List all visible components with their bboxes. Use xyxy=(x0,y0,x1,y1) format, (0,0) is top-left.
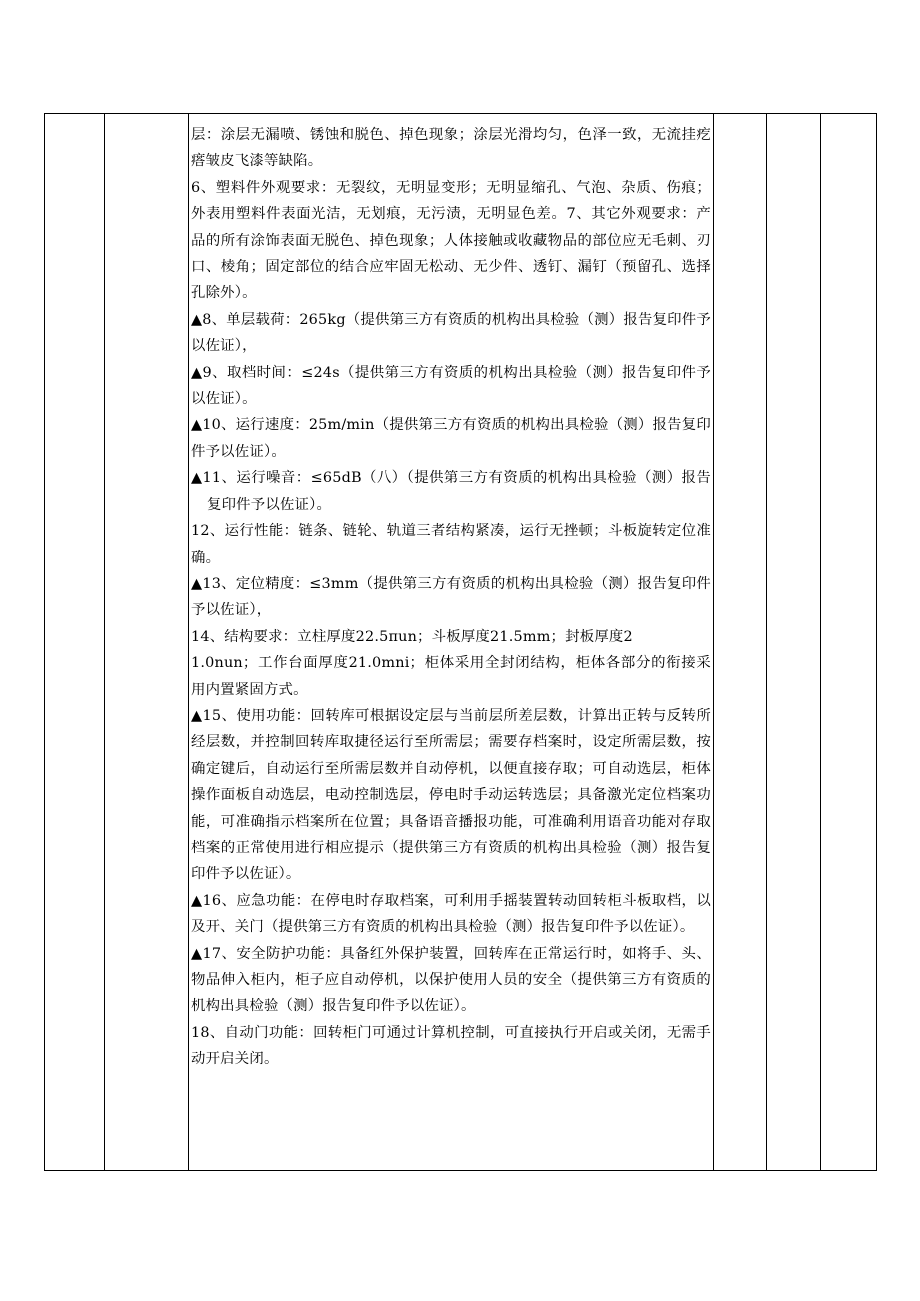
column-divider-1 xyxy=(104,114,105,1170)
column-divider-5 xyxy=(820,114,821,1170)
column-divider-4 xyxy=(766,114,767,1170)
spec-paragraph-retrieval-time: ▲9、取档时间：≤24s（提供第三方有资质的机构出具检验（测）报告复印件予以佐证）。 xyxy=(191,364,711,408)
spec-content-cell xyxy=(191,122,711,1073)
spec-paragraph-auto-door: 18、自动门功能：回转柜门可通过计算机控制，可直接执行开启或关闭，无需手动开启关闭。 xyxy=(191,1024,711,1068)
spec-paragraph-coating: 层：涂层无漏喷、锈蚀和脱色、掉色现象；涂层光滑均匀，色泽一致，无流挂疙瘩皱皮飞漆等缺陷。 xyxy=(191,127,711,170)
spec-paragraph-function: ▲15、使用功能：回转库可根据设定层与当前层所差层数，计算出正转与反转所经层数，并控制回转库取捷径运行至所需层；需要存档案时，设定所需层数，按确定键后，自动运行至所需层数并自动停机，以便直接存取；可自动选层，柜体操作面板自动选层，电动控制选层，停电时手动运转选层；具备激光定位档案功能，可准确指示档案所在位置；具备语音播报功能，可准确利用语音功能对存取档案的正常使用进行相应提示（提供第三方有资质的机构出具检验（测）报告复印件予以佐证）。 xyxy=(191,707,711,883)
column-divider-2 xyxy=(188,114,189,1170)
spec-paragraph-performance: 12、运行性能：链条、链轮、轨道三者结构紧凑，运行无挫顿；斗板旋转定位准确。 xyxy=(191,523,711,566)
spec-paragraph-noise: ▲11、运行噪音：≤65dB（八）（提供第三方有资质的机构出具检验（测）报告复印件予以佐证）。 xyxy=(191,470,711,513)
spec-paragraph-precision: ▲13、定位精度：≤3mm（提供第三方有资质的机构出具检验（测）报告复印件予以佐证）， xyxy=(191,575,711,619)
spec-paragraph-plastic-appearance: 6、塑料件外观要求：无裂纹，无明显变形；无明显缩孔、气泡、杂质、伤痕；外表用塑料件表面光洁，无划痕，无污渍，无明显色差。7、其它外观要求：产品的所有涂饰表面无脱色、掉色现象；人体接触或收藏物品的部位应无毛刺、刃口、棱角；固定部位的结合应牢固无松动、无少件、透钉、漏钉（预留孔、选择孔除外）。 xyxy=(191,179,711,302)
spec-paragraph-emergency: ▲16、应急功能：在停电时存取档案，可利用手摇装置转动回转柜斗板取档，以及开、关门（提供第三方有资质的机构出具检验（测）报告复印件予以佐证）。 xyxy=(191,892,711,936)
spec-table xyxy=(44,113,877,1171)
spec-paragraph-safety: ▲17、安全防护功能：具备红外保护装置，回转库在正常运行时，如将手、头、物品伸入柜内，柜子应自动停机，以保护使用人员的安全（提供第三方有资质的机构出具检验（测）报告复印件予以佐证）。 xyxy=(191,945,711,1015)
column-divider-3 xyxy=(713,114,714,1170)
spec-paragraph-structure-cont: 1.0nun；工作台面厚度21.0mni；柜体采用全封闭结构，柜体各部分的衔接采用内置紧固方式。 xyxy=(191,655,711,698)
spec-paragraph-speed: ▲10、运行速度：25m/min（提供第三方有资质的机构出具检验（测）报告复印件予以佐证）。 xyxy=(191,417,711,460)
spec-paragraph-structure: 14、结构要求：立柱厚度22.5πun；斗板厚度21.5mm；封板厚度2 xyxy=(191,628,633,645)
spec-paragraph-load: ▲8、单层载荷：265kg（提供第三方有资质的机构出具检验（测）报告复印件予以佐证）， xyxy=(191,311,711,355)
